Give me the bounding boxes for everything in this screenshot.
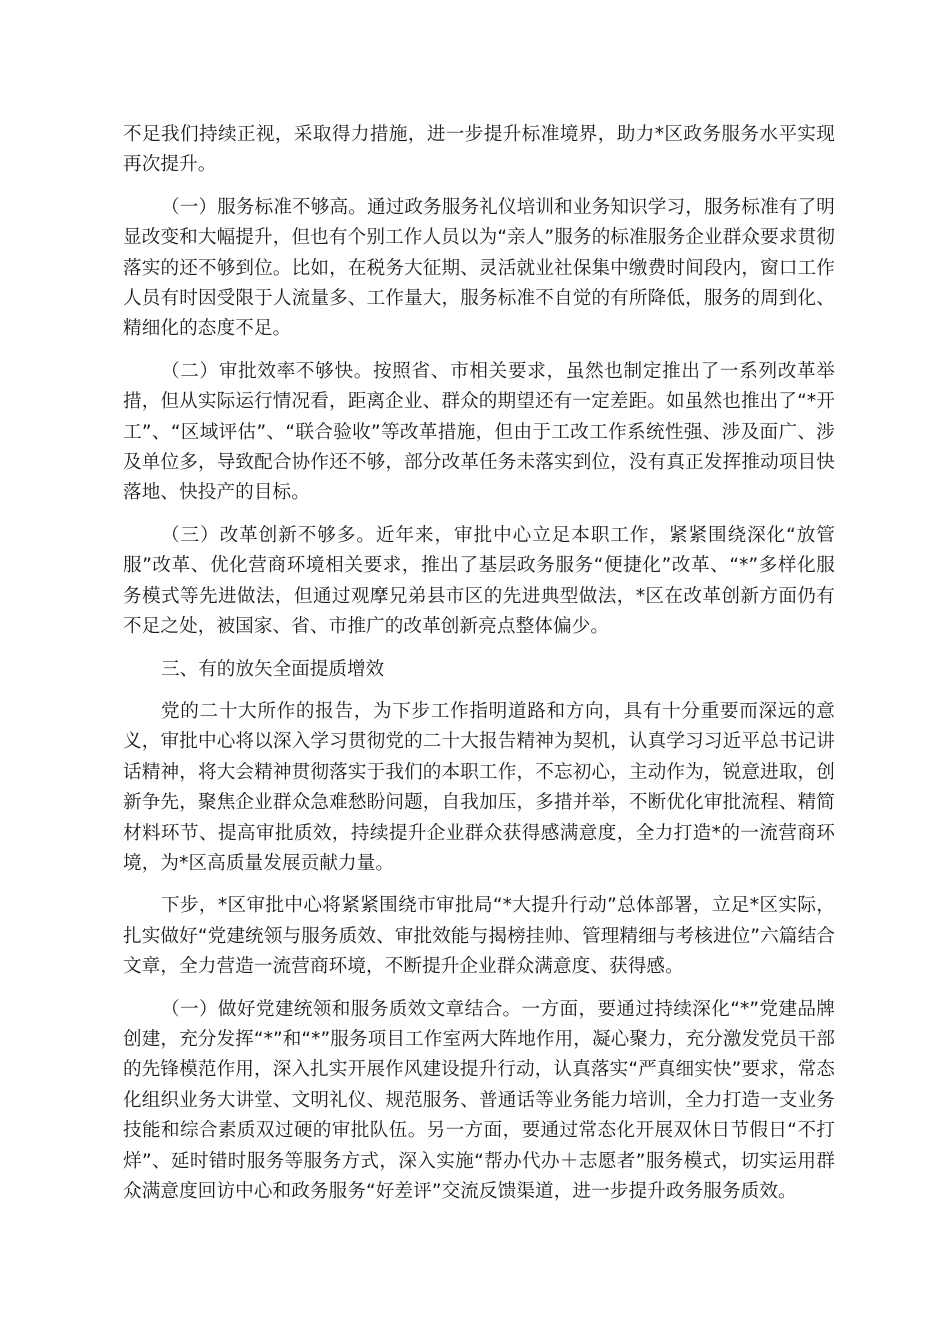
paragraph-continuation: 不足我们持续正视，采取得力措施，进一步提升标准境界，助力*区政务服务水平实现再次提升。: [123, 124, 835, 176]
section-heading-three: 三、有的放矢全面提质增效: [161, 658, 385, 680]
paragraph-service-standard: （一）服务标准不够高。通过政务服务礼仪培训和业务知识学习，服务标准有了明显改变和大幅提升，但也有个别工作人员以为“亲人”服务的标准服务企业群众要求贯彻落实的还不够到位。比如，在税务大征期、灵活就业社保集中缴费时间段内，窗口工作人员有时因受限于人流量多、工作量大，服务标准不自觉的有所降低，服务的周到化、精细化的态度不足。: [123, 196, 835, 340]
paragraph-next-steps: 下步，*区审批中心将紧紧围绕市审批局“*大提升行动”总体部署，立足*区实际，扎实做好“党建统领与服务质效、审批效能与揭榜挂帅、管理精细与考核进位”六篇结合文章，全力营造一流营商环境，不断提升企业群众满意度、获得感。: [123, 895, 835, 978]
paragraph-reform-innovation: （三）改革创新不够多。近年来，审批中心立足本职工作，紧紧围绕深化“放管服”改革、优化营商环境相关要求，推出了基层政务服务“便捷化”改革、“*”多样化服务模式等先进做法，但通过观摩兄弟县市区的先进典型做法，*区在改革创新方面仍有不足之处，被国家、省、市推广的改革创新亮点整体偏少。: [123, 524, 835, 638]
document-body: [123, 120, 835, 1219]
paragraph-party-building-service: （一）做好党建统领和服务质效文章结合。一方面，要通过持续深化“*”党建品牌创建，充分发挥“*”和“*”服务项目工作室两大阵地作用，凝心聚力，充分激发党员干部的先锋模范作用，深入扎实开展作风建设提升行动，认真落实“严真细实快”要求，常态化组织业务大讲堂、文明礼仪、规范服务、普通话等业务能力培训，全力打造一支业务技能和综合素质双过硬的审批队伍。另一方面，要通过常态化开展双休日节假日“不打烊”、延时错时服务等服务方式，深入实施“帮办代办＋志愿者”服务模式，切实运用群众满意度回访中心和政务服务“好差评”交流反馈渠道，进一步提升政务服务质效。: [123, 998, 836, 1202]
paragraph-approval-efficiency: （二）审批效率不够快。按照省、市相关要求，虽然也制定推出了一系列改革举措，但从实际运行情况看，距离企业、群众的期望还有一定差距。如虽然也推出了“*开工”、“区域评估”、“联合验收”等改革措施，但由于工改工作系统性强、涉及面广、涉及单位多，导致配合协作还不够，部分改革任务未落实到位，没有真正发挥推动项目快落地、快投产的目标。: [123, 360, 835, 504]
paragraph-party-congress-report: 党的二十大所作的报告，为下步工作指明道路和方向，具有十分重要而深远的意义，审批中心将以深入学习贯彻党的二十大报告精神为契机，认真学习习近平总书记讲话精神，将大会精神贯彻落实于我们的本职工作，不忘初心，主动作为，锐意进取，创新争先，聚焦企业群众急难愁盼问题，自我加压，多措并举，不断优化审批流程、精简材料环节、提高审批质效，持续提升企业群众获得感满意度，全力打造*的一流营商环境，为*区高质量发展贡献力量。: [123, 700, 835, 874]
